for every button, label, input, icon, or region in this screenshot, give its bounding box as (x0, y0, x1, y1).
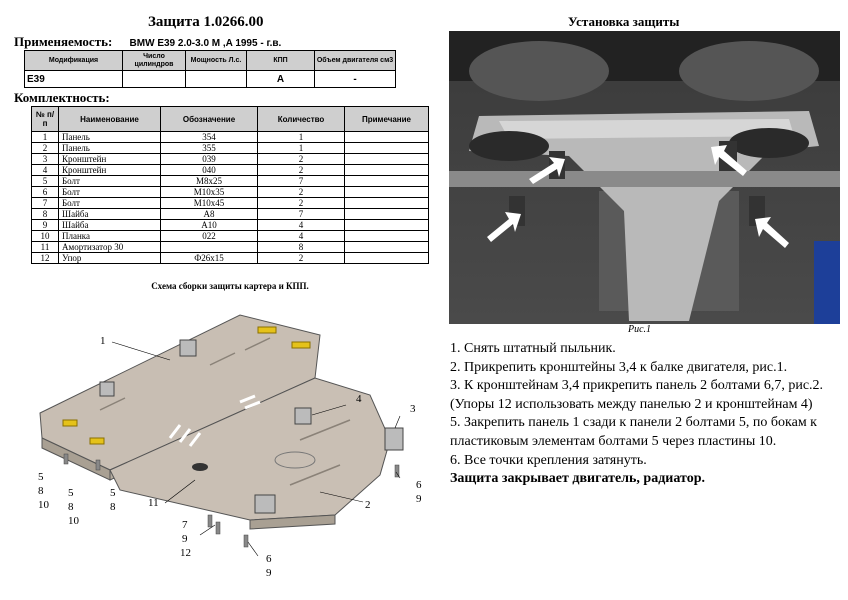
table-row (32, 220, 429, 231)
part-label: 8 (110, 501, 116, 513)
table-cell: 1 (258, 132, 345, 143)
table-cell: 354 (161, 132, 258, 143)
table-cell (345, 165, 429, 176)
part-label: 9 (182, 533, 188, 545)
table-cell: Ф26х15 (161, 253, 258, 264)
table-cell: 7 (258, 209, 345, 220)
table-cell: 2 (258, 187, 345, 198)
table-cell: Болт (59, 187, 161, 198)
applicability-row (14, 34, 281, 50)
step-text: 3. К кронштейнам 3,4 прикрепить панель 2 болтами 6,7, рис.2. (Упоры 12 использовать между панелью 2 и кронштейнам 4) (450, 378, 824, 412)
installation-steps (450, 340, 845, 489)
table-cell: - (315, 71, 396, 88)
part-label: 4 (356, 393, 362, 405)
table-row (32, 176, 429, 187)
step-text: 6. Все точки крепления затянуть. (450, 452, 647, 468)
header-cell: Примечание (345, 107, 429, 132)
table-cell: 10 (32, 231, 59, 242)
table-cell: 4 (258, 231, 345, 242)
table-cell: 2 (258, 165, 345, 176)
final-note: Защита закрывает двигатель, радиатор. (450, 471, 705, 487)
table-cell: М10х35 (161, 187, 258, 198)
assembly-diagram (30, 310, 440, 595)
table-cell: 4 (32, 165, 59, 176)
table-row (32, 209, 429, 220)
table-cell (345, 253, 429, 264)
table-cell (345, 154, 429, 165)
completeness-table-header (32, 107, 429, 132)
part-label: 2 (365, 499, 371, 511)
table-cell (345, 242, 429, 253)
table-cell: E39 (25, 71, 123, 88)
table-cell (345, 220, 429, 231)
header-cell: Модификация (25, 51, 123, 71)
applicability-car: BMW E39 2.0-3.0 M ,A 1995 - г.в. (129, 38, 282, 49)
part-label: 3 (410, 403, 416, 415)
table-cell (161, 242, 258, 253)
table-row (25, 71, 396, 88)
table-cell: 2 (258, 198, 345, 209)
header-cell: Количество (258, 107, 345, 132)
completeness-label: Комплектность: (14, 90, 110, 105)
table-row (32, 132, 429, 143)
figure-caption: Рис.1 (628, 324, 652, 335)
table-cell: 12 (32, 253, 59, 264)
part-label: 5 (38, 471, 44, 483)
table-cell: Болт (59, 198, 161, 209)
table-cell: 2 (258, 253, 345, 264)
table-cell: Кронштейн (59, 165, 161, 176)
completeness-table (31, 106, 429, 264)
part-label: 12 (180, 547, 191, 559)
table-cell (345, 187, 429, 198)
part-label: 7 (182, 519, 188, 531)
table-row (32, 242, 429, 253)
table-cell: М10х45 (161, 198, 258, 209)
installation-title: Установка защиты (568, 14, 680, 29)
table-row (32, 165, 429, 176)
table-cell: 11 (32, 242, 59, 253)
table-cell: 1 (32, 132, 59, 143)
table-row (32, 198, 429, 209)
table-cell: 355 (161, 143, 258, 154)
table-cell: 1 (258, 143, 345, 154)
table-cell: М8х25 (161, 176, 258, 187)
table-cell: Амортизатор 30 (59, 242, 161, 253)
table-cell: Болт (59, 176, 161, 187)
table-cell: Шайба (59, 220, 161, 231)
part-label: 10 (68, 515, 79, 527)
table-cell (345, 209, 429, 220)
table-cell (345, 143, 429, 154)
table-row (32, 143, 429, 154)
table-cell: A (247, 71, 315, 88)
part-label: 8 (68, 501, 74, 513)
part-label: 9 (266, 567, 272, 579)
part-label: 10 (38, 499, 49, 511)
table-row (32, 187, 429, 198)
table-cell: 7 (32, 198, 59, 209)
schema-caption: Схема сборки защиты картера и КПП. (151, 281, 309, 291)
header-cell: Мощность Л.с. (186, 51, 247, 71)
completeness-table-body (32, 132, 429, 264)
modification-table-header (25, 51, 396, 71)
table-cell: Планка (59, 231, 161, 242)
header-cell: Число цилиндров (123, 51, 186, 71)
table-cell: 039 (161, 154, 258, 165)
step-text: 2. Прикрепить кронштейны 3,4 к балке двигателя, рис.1. (450, 359, 788, 375)
installation-photo (449, 31, 840, 324)
table-cell (123, 71, 186, 88)
table-cell: Кронштейн (59, 154, 161, 165)
part-label: 8 (38, 485, 44, 497)
table-cell: 8 (258, 242, 345, 253)
table-cell: 8 (32, 209, 59, 220)
table-cell: 040 (161, 165, 258, 176)
table-cell (345, 132, 429, 143)
table-cell: 5 (32, 176, 59, 187)
table-row (32, 154, 429, 165)
part-label: 1 (100, 335, 106, 347)
table-cell: 9 (32, 220, 59, 231)
header-cell: Объем двигателя см3 (315, 51, 396, 71)
table-cell (186, 71, 247, 88)
table-cell: Панель (59, 143, 161, 154)
part-label: 9 (416, 493, 422, 505)
table-cell: 2 (32, 143, 59, 154)
table-cell (345, 198, 429, 209)
header-cell: Наименование (59, 107, 161, 132)
table-row (32, 253, 429, 264)
table-cell (345, 176, 429, 187)
table-cell: 6 (32, 187, 59, 198)
table-cell: 3 (32, 154, 59, 165)
table-cell: А8 (161, 209, 258, 220)
document-title: Защита 1.0266.00 (148, 14, 264, 30)
table-cell: 2 (258, 154, 345, 165)
part-label: 11 (148, 497, 159, 509)
table-cell: Упор (59, 253, 161, 264)
step-text: 5. Закрепить панель 1 сзади к панели 2 болтами 5, по бокам к пластиковым элементам болтами 5 через пластины 10. (450, 415, 817, 449)
part-label: 5 (68, 487, 74, 499)
table-cell: 7 (258, 176, 345, 187)
step-text: 1. Снять штатный пыльник. (450, 341, 616, 356)
table-cell: 4 (258, 220, 345, 231)
header-cell: Обозначение (161, 107, 258, 132)
table-cell (345, 231, 429, 242)
header-cell: № п/п (32, 107, 59, 132)
table-cell: А10 (161, 220, 258, 231)
modification-table (24, 50, 396, 88)
part-label: 6 (266, 553, 272, 565)
part-label: 5 (110, 487, 116, 499)
table-row (32, 231, 429, 242)
table-cell: Панель (59, 132, 161, 143)
part-label: 6 (416, 479, 422, 491)
applicability-label: Применяемость: (14, 34, 113, 49)
table-cell: Шайба (59, 209, 161, 220)
header-cell: КПП (247, 51, 315, 71)
table-cell: 022 (161, 231, 258, 242)
